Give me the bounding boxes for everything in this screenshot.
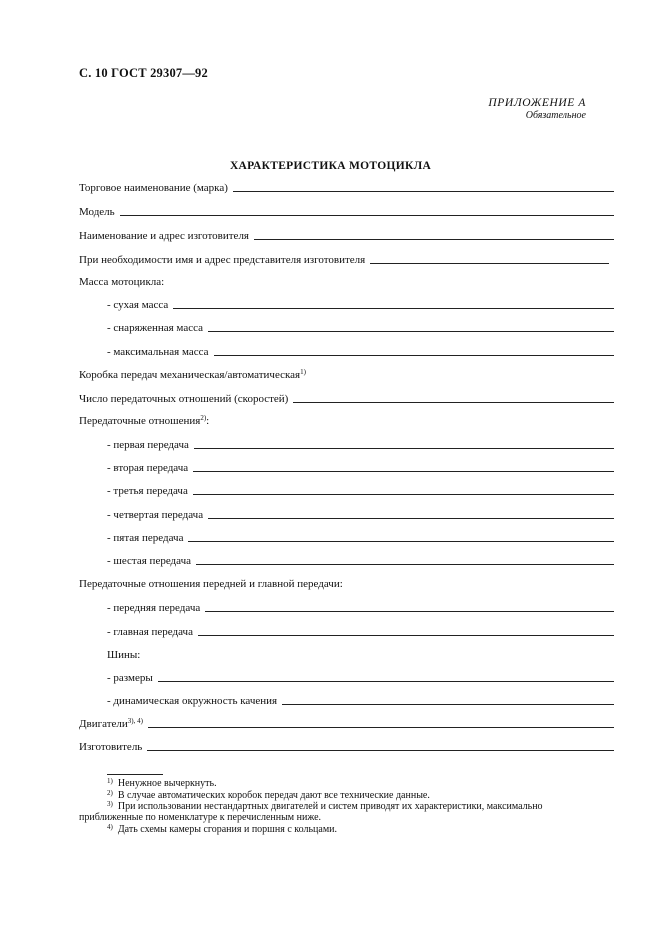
field-label: - вторая передача <box>107 462 189 474</box>
footnote-ref: 2) <box>200 414 207 422</box>
footnote-text: Дать схемы камеры сгорания и поршня с кольцами. <box>117 824 338 835</box>
field-gear4 <box>107 507 614 521</box>
field-gear-count <box>79 391 614 405</box>
footnote-text: Ненужное вычеркнуть. <box>117 778 217 789</box>
section-drive-ratios <box>79 576 614 590</box>
field-label: Наименование и адрес изготовителя <box>79 230 249 242</box>
field-tire-size <box>107 670 614 684</box>
fill-line[interactable] <box>196 564 614 565</box>
field-label: - снаряженная масса <box>107 322 203 334</box>
field-label: - сухая масса <box>107 299 169 311</box>
section-gear-ratios <box>79 413 614 427</box>
footnote-ref: 1) <box>300 368 306 376</box>
fill-line[interactable] <box>208 518 614 519</box>
footnote-text: приближенные по номенклатуре к перечисленным ниже. <box>79 812 322 823</box>
field-label: Торговое наименование (марка) <box>79 182 228 194</box>
footnote-divider <box>107 774 163 775</box>
field-label: - динамическая окружность качения <box>107 695 278 707</box>
field-gear6 <box>107 553 614 567</box>
footnote-text: При использовании нестандартных двигателей и систем приводят их характеристики, максимально <box>117 801 543 812</box>
gear-ratios-text: Передаточные отношения <box>79 415 201 427</box>
fill-line[interactable] <box>188 541 614 542</box>
section-tires <box>107 647 614 661</box>
section-heading: Шины: <box>107 649 141 661</box>
fill-line[interactable] <box>233 191 614 192</box>
field-trade-name <box>79 180 614 194</box>
page-header: С. 10 ГОСТ 29307—92 <box>79 66 208 80</box>
field-label <box>79 718 143 730</box>
engines-text: Двигатели <box>79 718 128 730</box>
fill-line[interactable] <box>208 331 614 332</box>
field-maker <box>79 739 614 753</box>
field-label: - шестая передача <box>107 555 192 567</box>
gearbox-text: Коробка передач механическая/автоматическая <box>79 369 301 381</box>
fill-line[interactable] <box>147 750 614 751</box>
field-label: - максимальная масса <box>107 346 209 358</box>
field-label: - четвертая передача <box>107 509 204 521</box>
field-label: - передняя передача <box>107 602 201 614</box>
footnote <box>79 778 642 790</box>
fill-line[interactable] <box>254 239 614 240</box>
field-gear1 <box>107 437 614 451</box>
footnote-continuation <box>79 812 614 823</box>
field-label <box>79 369 306 381</box>
field-label: - третья передача <box>107 485 188 497</box>
field-label: - главная передача <box>107 626 193 638</box>
fill-line[interactable] <box>194 448 614 449</box>
field-label: - размеры <box>107 672 153 684</box>
footnote-text: В случае автоматических коробок передач дают все технические данные. <box>117 790 430 801</box>
fill-line[interactable] <box>120 215 614 216</box>
footnote-number: 4) <box>107 823 113 831</box>
footnote-number: 1) <box>107 777 113 785</box>
field-gear3 <box>107 483 614 497</box>
field-label: Модель <box>79 206 115 218</box>
field-rolling-circumference <box>107 693 614 707</box>
field-representative <box>79 252 609 266</box>
fill-line[interactable] <box>293 402 614 403</box>
fill-line[interactable] <box>148 727 614 728</box>
field-label: Число передаточных отношений (скоростей) <box>79 393 289 405</box>
colon: : <box>206 415 210 427</box>
fill-line[interactable] <box>158 681 614 682</box>
field-label: Изготовитель <box>79 741 143 753</box>
footnote-number: 2) <box>107 789 113 797</box>
field-manufacturer <box>79 228 614 242</box>
field-main-drive <box>107 624 614 638</box>
annex-label <box>488 97 586 121</box>
footnote-ref: 3), 4) <box>127 717 143 725</box>
field-max-mass <box>107 344 614 358</box>
field-label: При необходимости имя и адрес представителя изготовителя <box>79 254 366 266</box>
fill-line[interactable] <box>282 704 614 705</box>
field-label: - первая передача <box>107 439 189 451</box>
footnote <box>79 824 642 836</box>
field-engines <box>79 716 614 730</box>
field-label: - пятая передача <box>107 532 184 544</box>
fill-line[interactable] <box>193 494 614 495</box>
field-gear5 <box>107 530 614 544</box>
fill-line[interactable] <box>193 471 614 472</box>
form-title: ХАРАКТЕРИСТИКА МОТОЦИКЛА <box>229 160 432 172</box>
field-gear2 <box>107 460 614 474</box>
field-curb-mass <box>107 320 614 334</box>
fill-line[interactable] <box>173 308 614 309</box>
annex-title: ПРИЛОЖЕНИЕ А <box>488 97 586 109</box>
field-front-drive <box>107 600 614 614</box>
section-heading: Масса мотоцикла: <box>79 276 165 288</box>
footnote-number: 3) <box>107 800 113 808</box>
section-heading <box>79 415 209 427</box>
field-dry-mass <box>107 297 614 311</box>
field-gearbox <box>79 367 614 381</box>
fill-line[interactable] <box>370 263 609 264</box>
field-model <box>79 204 614 218</box>
section-heading: Передаточные отношения передней и главной передачи: <box>79 578 343 590</box>
fill-line[interactable] <box>214 355 614 356</box>
annex-subtitle: Обязательное <box>525 110 586 121</box>
fill-line[interactable] <box>205 611 614 612</box>
fill-line[interactable] <box>198 635 614 636</box>
section-mass <box>79 274 614 288</box>
